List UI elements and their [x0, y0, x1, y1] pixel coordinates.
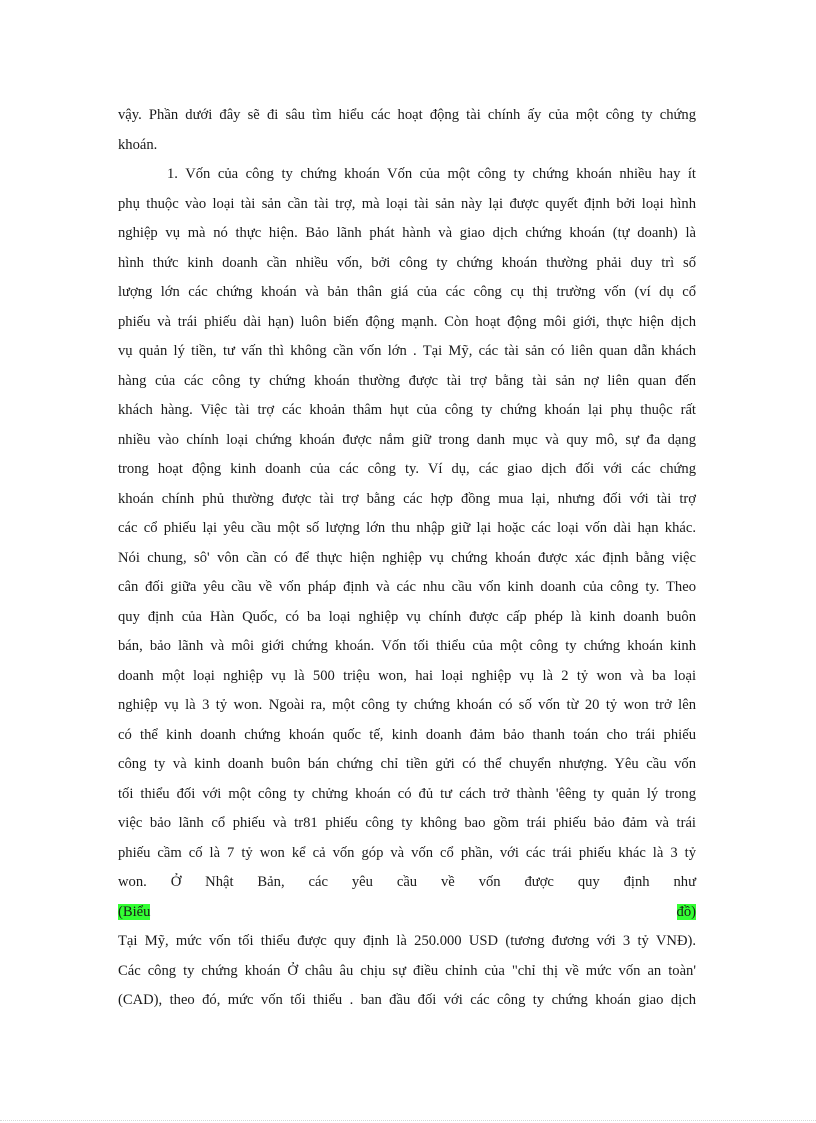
- text-line: hàng của các công ty chứng khoán thường được tài trợ bằng tài sản nợ liên quan đến: [118, 372, 696, 389]
- text-line: Nói chung, sô' vôn cần có để thực hiện nghiệp vụ chứng khoán được xác định bằng việc: [118, 549, 696, 566]
- text-line: cân đối giữa yêu cầu về vốn pháp định và các nhu cầu vốn kinh doanh của công ty. Theo: [118, 579, 696, 595]
- text-line: Các công ty chứng khoán Ở châu âu chịu sự điều chỉnh của "chỉ thị về mức vốn an toàn': [118, 962, 696, 979]
- highlighted-reference-line: [118, 898, 696, 928]
- text-line: phiếu và trái phiếu dài hạn) luôn biến động mạnh. Còn hoạt động môi giới, thực hiện dịch: [118, 313, 696, 330]
- text-line: công ty và kinh doanh buôn bán chứng chỉ tiền gửi có thể chuyển nhượng. Yêu cầu vốn: [118, 756, 696, 772]
- text-line: phiếu cầm cố là 7 tỷ won kể cả vốn góp và vốn cổ phần, với các trái phiếu khác là 3 tỷ: [118, 844, 696, 861]
- text-line: Tại Mỹ, mức vốn tối thiểu được quy định là 250.000 USD (tương đương với 3 tỷ VNĐ).: [118, 933, 696, 949]
- section-heading-line: 1. Vốn của công ty chứng khoán Vốn của một công ty chứng khoán nhiều hay ít: [167, 166, 696, 182]
- text-line: khoán chính phủ thường được tài trợ bằng các hợp đồng mua lại, nhưng đối với tài trợ: [118, 490, 696, 507]
- highlight-right: đồ): [676, 903, 696, 920]
- highlight-left: (Biểu: [118, 903, 151, 920]
- text-line: vụ quản lý tiền, tư vấn thì không cần vốn lớn . Tại Mỹ, các tài sản có liên quan dẫn khách: [118, 343, 696, 359]
- text-line: việc bảo lãnh cổ phiếu và tr81 phiếu công ty không bao gồm trái phiếu bảo đảm và trái: [118, 815, 696, 831]
- text-line: tối thiểu đối với một công ty chửng khoán có đủ tư cách trở thành 'êêng ty quản lý trong: [118, 785, 696, 802]
- text-line: có thể kinh doanh chứng khoán quốc tế, kinh doanh đảm bảo thanh toán cho trái phiếu: [118, 726, 696, 743]
- text-line: hình thức kinh doanh cần nhiều vốn, bởi công ty chứng khoán thường phải duy trì số: [118, 254, 696, 271]
- text-line: nhiều vào chính loại chứng khoán được nắm giữ trong danh mục và quy mô, sự đa dạng: [118, 431, 696, 448]
- text-line: trong hoạt động kinh doanh của các công ty. Ví dụ, các giao dịch đối với các chứng: [118, 461, 696, 477]
- text-line: won. Ở Nhật Bản, các yêu cầu về vốn được quy định như: [118, 874, 696, 890]
- text-line: nghiệp vụ là 3 tỷ won. Ngoài ra, một công ty chứng khoán có số vốn từ 20 tỷ won trở lên: [118, 697, 696, 713]
- body-text: [118, 101, 696, 1016]
- text-line: quy định của Hàn Quốc, có ba loại nghiệp vụ chính được cấp phép là kinh doanh buôn: [118, 608, 696, 625]
- text-line: các cổ phiếu lại yêu cầu một số lượng lớn thu nhập giữ lại hoặc các loại vốn dài hạn khác.: [118, 520, 696, 536]
- page-bottom-rule: [0, 1120, 816, 1121]
- text-line: vậy. Phần dưới đây sẽ đi sâu tìm hiểu các hoạt động tài chính ấy của một công ty chứng: [118, 107, 696, 123]
- text-line: lượng lớn các chứng khoán và bản thân giá của các công cụ thị trường vốn (ví dụ cổ: [118, 284, 696, 300]
- text-line: (CAD), theo đó, mức vốn tối thiểu . ban đầu đối với các công ty chứng khoán giao dịch: [118, 992, 696, 1008]
- text-line: bán, bảo lãnh và môi giới chứng khoán. Vốn tối thiểu của một công ty chứng khoán kinh: [118, 638, 696, 654]
- text-line: doanh một loại nghiệp vụ là 500 triệu won, hai loại nghiệp vụ là 2 tỷ won và ba loại: [118, 667, 696, 684]
- text-line: phụ thuộc vào loại tài sản cần tài trợ, mà loại tài sản này lại được quyết định bởi loại hình: [118, 195, 696, 212]
- text-line: nghiệp vụ mà nó thực hiện. Bảo lãnh phát hành và giao dịch chứng khoán (tự doanh) là: [118, 225, 696, 241]
- text-line: khoán.: [118, 136, 158, 153]
- text-line: khách hàng. Việc tài trợ các khoản thâm hụt của công ty chứng khoán lại phụ thuộc rất: [118, 402, 696, 418]
